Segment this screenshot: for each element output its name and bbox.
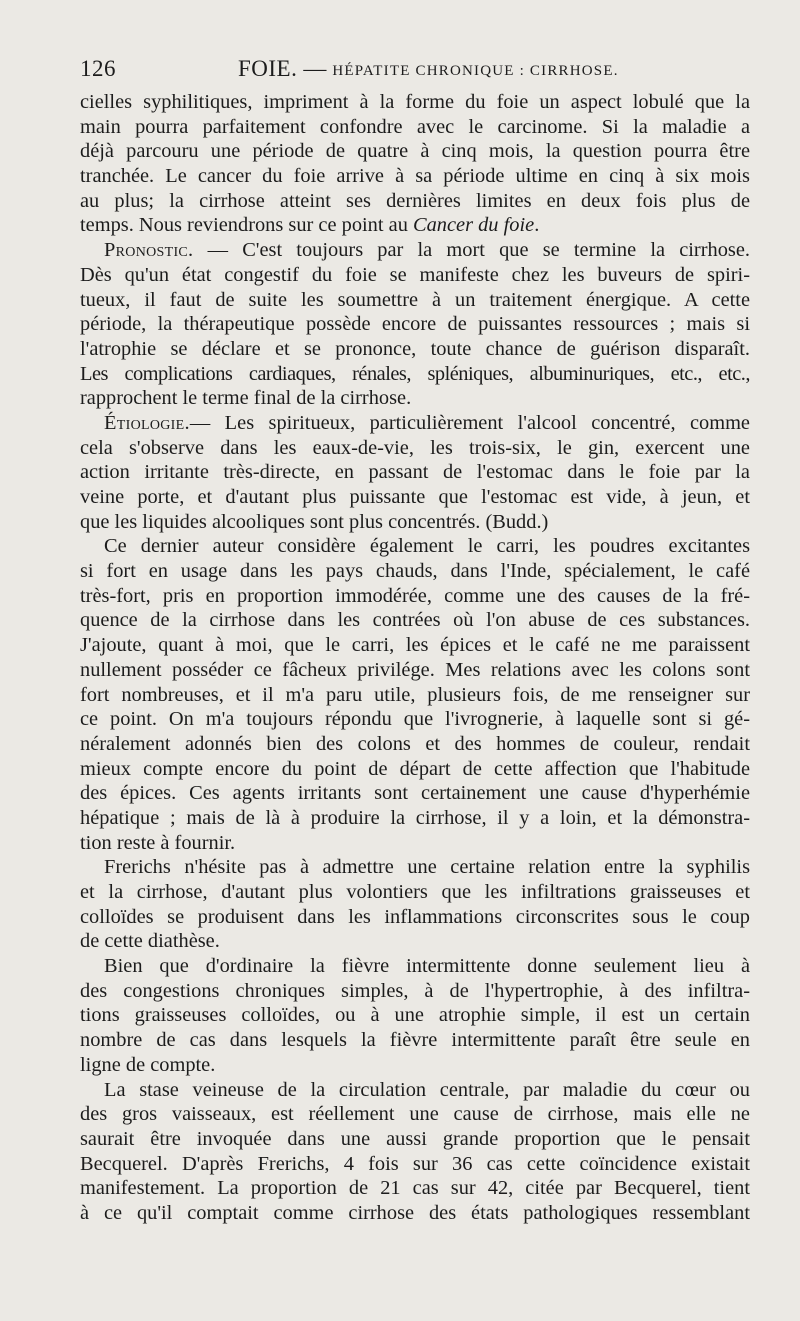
running-title bbox=[238, 56, 619, 82]
text-line: J'ajoute, quant à moi, que le carri, les épices et le café ne me paraissent bbox=[80, 634, 750, 657]
running-title-main: FOIE. bbox=[238, 56, 298, 81]
text-line: ce point. On m'a toujours répondu que l'ivrognerie, à laquelle sont si gé- bbox=[80, 708, 750, 731]
text-line: tranchée. Le cancer du foie arrive à sa période ultime en cinq à six mois bbox=[80, 165, 750, 188]
text-line: main pourra parfaitement confondre avec le carcinome. Si la maladie a bbox=[80, 115, 750, 138]
page-number: 126 bbox=[80, 56, 116, 81]
text-line: si fort en usage dans les pays chauds, dans l'Inde, spécialement, le café bbox=[80, 560, 750, 583]
text-run: — C'est toujours par la mort que se termine la cirrhose. bbox=[193, 239, 750, 262]
text-run: . bbox=[534, 214, 540, 237]
running-title-dash: — bbox=[303, 56, 327, 81]
text-line: Frerichs n'hésite pas à admettre une certaine relation entre la syphilis bbox=[104, 856, 750, 879]
text-line: tueux, il faut de suite les soumettre à un traitement énergique. A cette bbox=[80, 288, 750, 311]
text-line: ligne de compte. bbox=[80, 1053, 216, 1076]
text-line: l'atrophie se déclare et se prononce, toute chance de guérison disparaît. bbox=[80, 337, 750, 360]
text-line: période, la thérapeutique possède encore de puissantes ressources ; mais si bbox=[80, 313, 750, 336]
text-line: au plus; la cirrhose atteint ses dernières limites en deux fois plus de bbox=[80, 189, 750, 212]
text-line: manifestement. La proportion de 21 cas sur 42, citée par Becquerel, tient bbox=[80, 1177, 750, 1200]
text-line: nombre de cas dans lesquels la fièvre intermittente paraît être seule en bbox=[80, 1029, 750, 1052]
text-line: mieux compte encore du point de départ de cette affection que l'habitude bbox=[80, 757, 750, 780]
section-heading-etiologie: Étiologie. bbox=[104, 411, 190, 434]
text-line: Dès qu'un état congestif du foie se manifeste chez les buveurs de spiri- bbox=[80, 263, 750, 286]
text-line: Ce dernier auteur considère également le carri, les poudres excitantes bbox=[104, 535, 750, 558]
text-line bbox=[80, 213, 750, 238]
text-line: Becquerel. D'après Frerichs, 4 fois sur 36 cas cette coïncidence existait bbox=[80, 1152, 750, 1175]
text-line: néralement adonnés bien des colons et des hommes de couleur, rendait bbox=[80, 732, 750, 755]
text-line: cielles syphilitiques, impriment à la forme du foie un aspect lobulé que la bbox=[80, 91, 750, 113]
text-line: cela s'observe dans les eaux-de-vie, les trois-six, le gin, exercent une bbox=[80, 436, 750, 459]
section-heading-line bbox=[80, 411, 750, 436]
text-line: tions graisseuses colloïdes, ou à une atrophie simple, il est un certain bbox=[80, 1004, 750, 1027]
text-line: très-fort, pris en proportion immodérée, comme une des causes de la fré- bbox=[80, 584, 750, 607]
text-line: des gros vaisseaux, est réellement une cause de cirrhose, mais elle ne bbox=[80, 1103, 750, 1126]
text-line: quence de la cirrhose dans les contrées où l'on abuse de ces substances. bbox=[80, 609, 750, 632]
text-line: et la cirrhose, d'autant plus volontiers que les infiltrations graisseuses et bbox=[80, 881, 750, 903]
text-line: de cette diathèse. bbox=[80, 930, 220, 953]
running-title-sub: HÉPATITE CHRONIQUE : CIRRHOSE. bbox=[332, 63, 619, 79]
text-line: des congestions chroniques simples, à de l'hypertrophie, à des infiltra- bbox=[80, 979, 750, 1002]
text-line: à ce qu'il comptait comme cirrhose des états pathologiques ressemblant bbox=[80, 1201, 750, 1224]
section-heading-line bbox=[80, 238, 750, 263]
text-line: déjà parcouru une période de quatre à cinq mois, la question pourra être bbox=[80, 140, 750, 163]
text-run: temps. Nous reviendrons sur ce point au bbox=[80, 214, 413, 237]
text-line: rapprochent le terme final de la cirrhose. bbox=[80, 387, 412, 410]
text-line: colloïdes se produisent dans les inflammations circonscrites sous le coup bbox=[80, 905, 750, 928]
text-line: action irritante très-directe, en passant de l'estomac dans le foie par la bbox=[80, 461, 750, 484]
text-line: fort nombreuses, et il m'a paru utile, plusieurs fois, de me renseigner sur bbox=[80, 683, 750, 706]
text-run: — Les spiritueux, particulièrement l'alcool concentré, comme bbox=[189, 411, 750, 434]
cross-reference: Cancer du foie bbox=[412, 214, 535, 237]
running-header bbox=[80, 56, 750, 86]
text-line: veine porte, et d'autant plus puissante que l'estomac est vide, à jeun, et bbox=[80, 486, 750, 508]
text-line: des épices. Ces agents irritants sont certainement une cause d'hyperhémie bbox=[80, 782, 750, 805]
text-line: Les complications cardiaques, rénales, spléniques, albuminuriques, etc., etc., bbox=[80, 362, 750, 385]
body-text bbox=[80, 90, 750, 1226]
text-line: tion reste à fournir. bbox=[80, 831, 236, 854]
section-heading-pronostic: Pronostic. bbox=[104, 239, 194, 262]
text-line: que les liquides alcooliques sont plus concentrés. (Budd.) bbox=[80, 510, 549, 533]
text-line: hépatique ; mais de là à produire la cirrhose, il y a loin, et la démonstra- bbox=[80, 806, 750, 829]
text-line: nullement posséder ce fâcheux privilége. Mes relations avec les colons sont bbox=[80, 658, 750, 681]
text-line: Bien que d'ordinaire la fièvre intermittente donne seulement lieu à bbox=[104, 955, 750, 978]
text-line: La stase veineuse de la circulation centrale, par maladie du cœur ou bbox=[104, 1078, 750, 1101]
text-line: saurait être invoquée dans une aussi grande proportion que le pensait bbox=[80, 1127, 750, 1150]
